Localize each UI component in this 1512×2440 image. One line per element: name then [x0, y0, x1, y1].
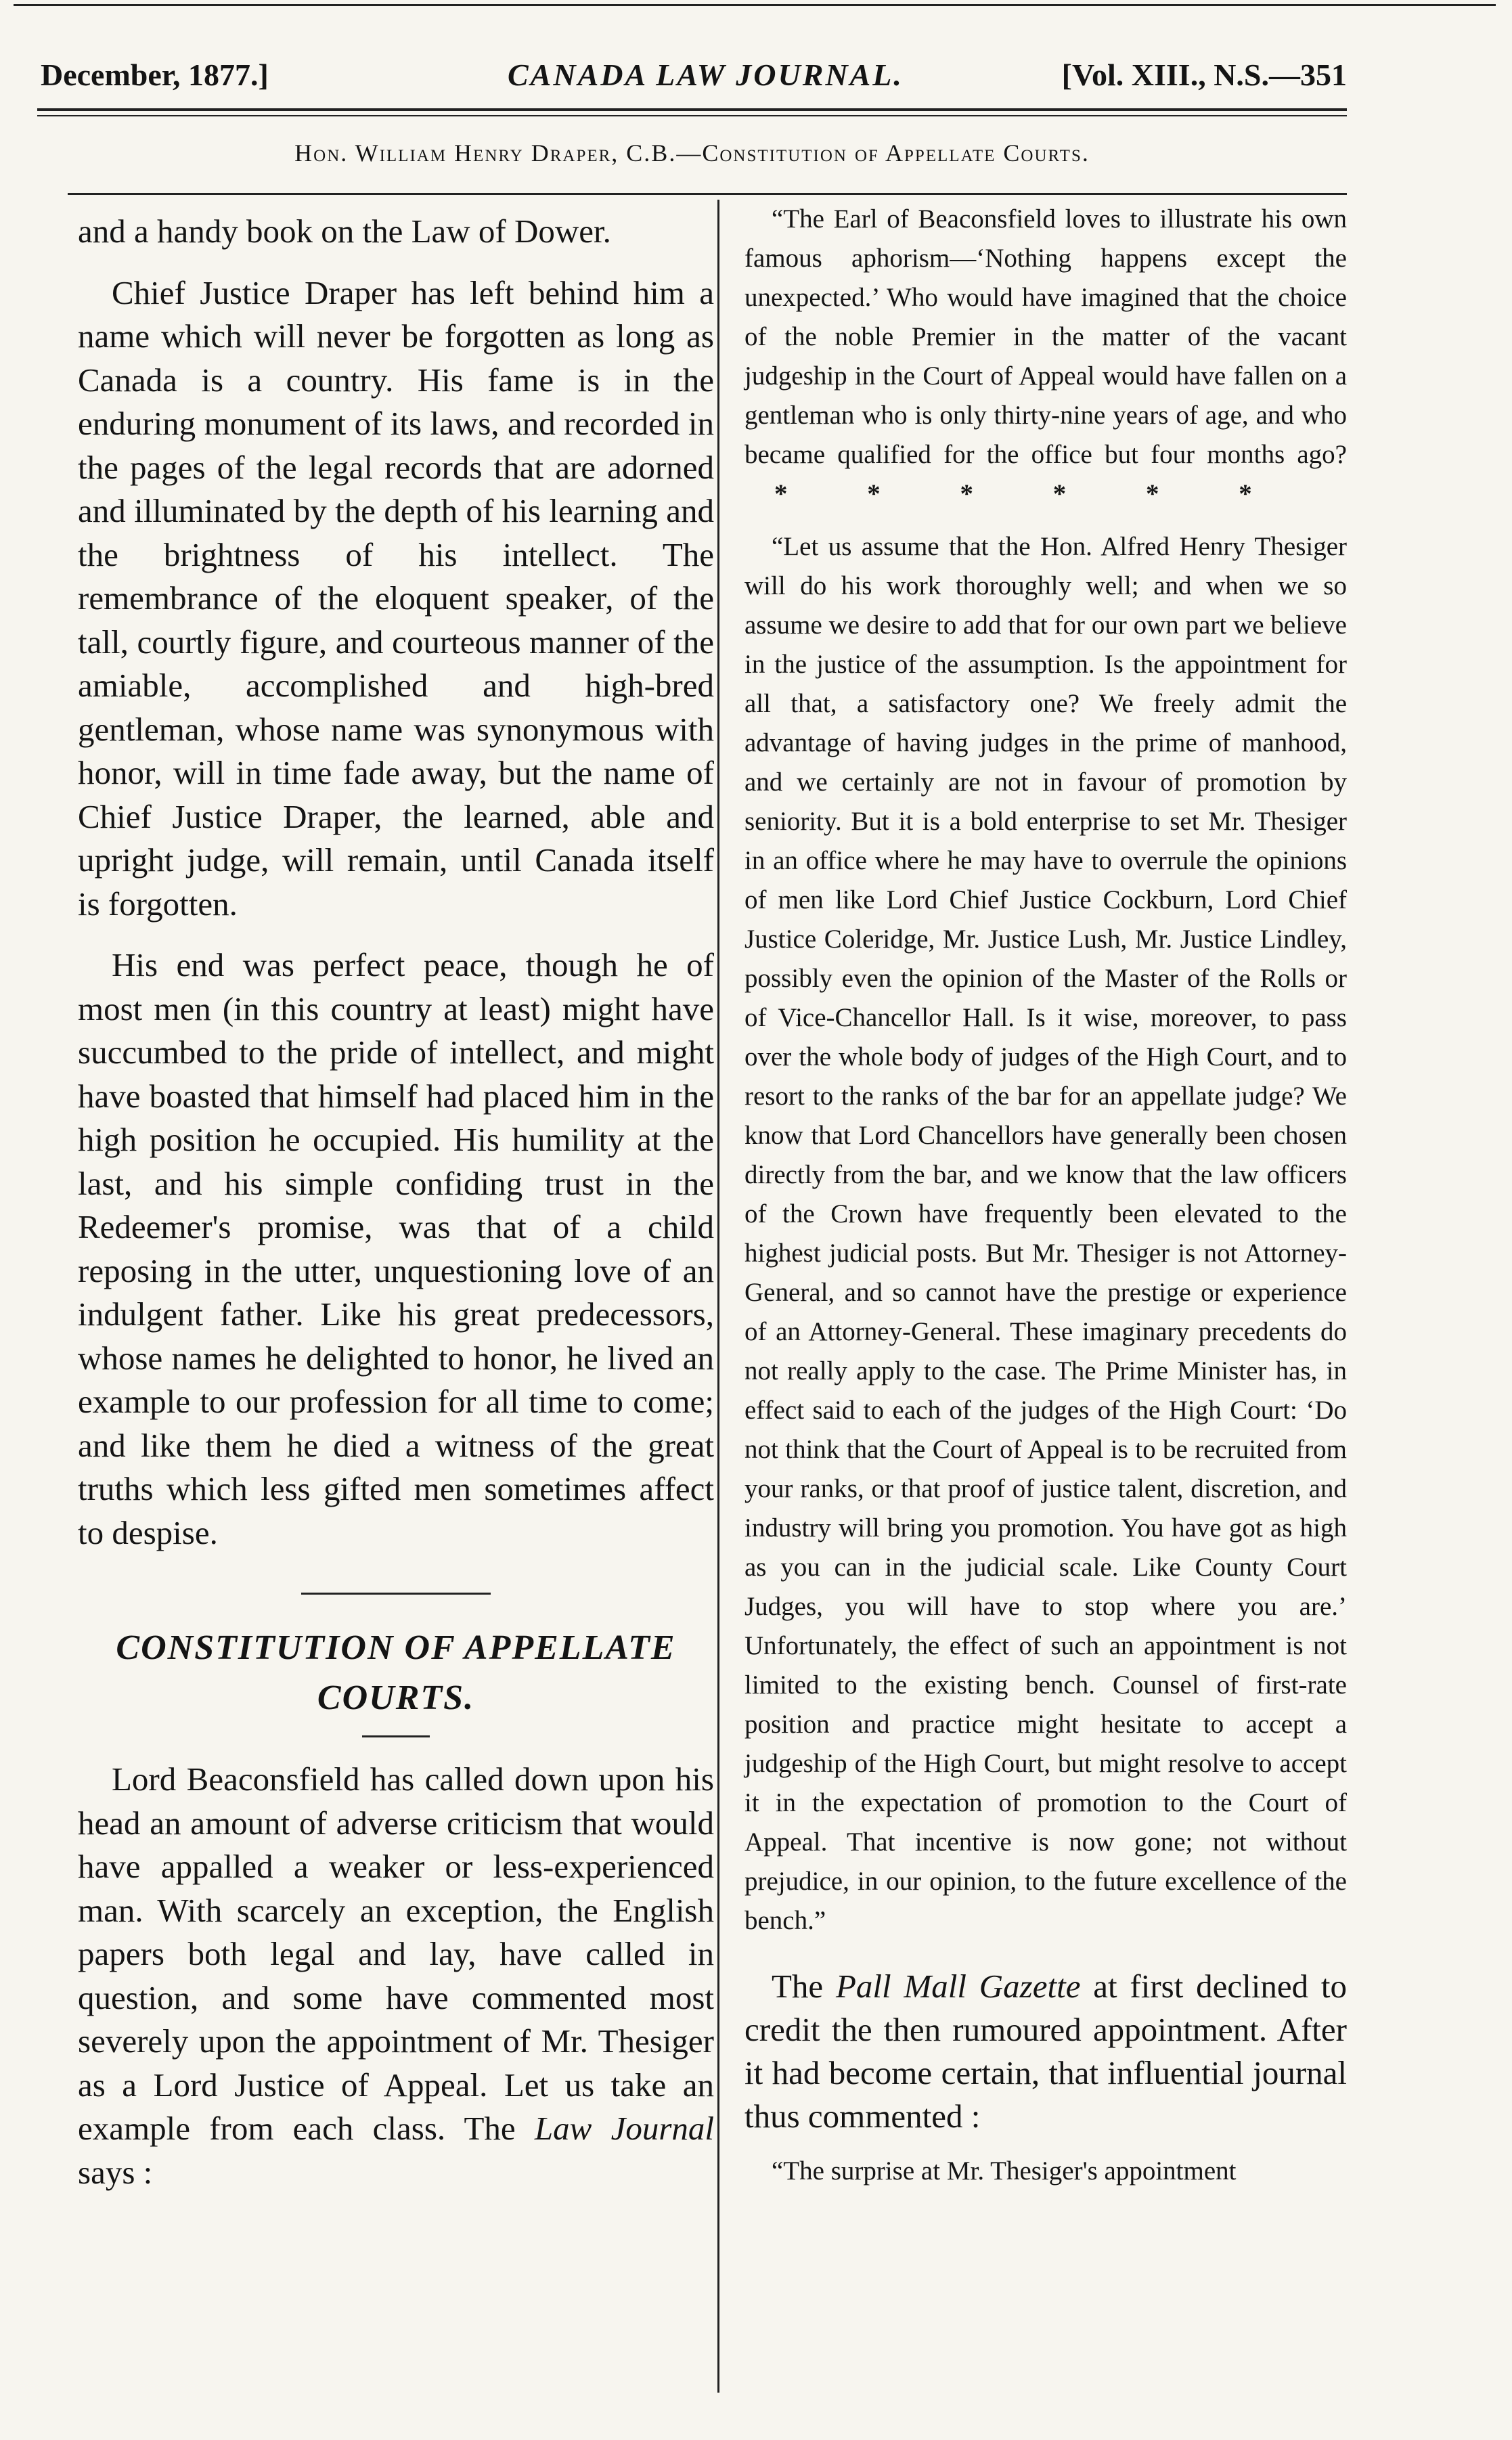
paragraph: His end was perfect peace, though he of most men (in this country at least) might have succumbed to the pride of intellect, and might have boasted that himself had placed him in the high position he occupied. His humility at the last, and his simple confiding trust in the Redeemer's promise, was that of a child reposing in the utter, unquestioning love of an indulgent father. Like his great predecessors, whose names he delighted to honor, he lived an example to our profession for all time to come; and like them he died a witness of the great truths which less gifted men sometimes affect to despise. [78, 946, 714, 1551]
ellipsis-stars: * * * * * * [774, 479, 1289, 508]
subheader-rule [68, 193, 1347, 195]
paragraph [78, 1758, 714, 2194]
header-volume: [Vol. XIII., N.S.—351 [1061, 58, 1347, 92]
paragraph-text: says : [78, 2153, 153, 2191]
quotation-paragraph [744, 200, 1347, 514]
paragraph-text: Lord Beaconsfield has called down upon his head an amount of adverse criticism that would have appalled a weaker or less-experienced man. With scarcely an exception, the English papers both legal and lay, have called in question, and some have commented most severely upon the appointment of Mr. Thesiger as a Lord Justice of Appeal. Let us take an example from each class. The [78, 1760, 714, 2147]
header-journal-title: CANADA LAW JOURNAL. [508, 58, 904, 92]
paragraph-text: at first declined to credit the then rumoured appointment. After it had become certain, that influential journal thus commented : [744, 1968, 1347, 2135]
paragraph: and a handy book on the Law of Dower. [78, 213, 611, 250]
running-title: Hon. William Henry Draper, C.B.—Constitution of Appellate Courts. [294, 139, 1090, 167]
section-separator [301, 1593, 491, 1595]
quotation-text: “The Earl of Beaconsfield loves to illustrate his own famous aphorism—‘Nothing happens except the unexpected.’ Who would have imagined that the choice of the noble Premier in the matter of the vacant judgeship in the Court of Appeal would have fallen on a gentleman who is only thirty-nine years of age, and who became qualified for the office but four months ago? [744, 204, 1347, 469]
header-rule-thick [37, 108, 1347, 111]
quotation-paragraph: “Let us assume that the Hon. Alfred Henry Thesiger will do his work thoroughly well; and when we so assume we desire to add that for our own part we believe in the justice of the assumption. Is the appointment for all that, a satisfactory one? We freely admit the advantage of having judges in the prime of manhood, and we certainly are not in favour of promotion by seniority. But it is a bold enterprise to set Mr. Thesiger in an office where he may have to overrule the opinions of men like Lord Chief Justice Cockburn, Lord Chief Justice Coleridge, Mr. Justice Lush, Mr. Justice Lindley, possibly even the opinion of the Master of the Rolls or of Vice-Chancellor Hall. Is it wise, moreover, to pass over the whole body of judges of the High Court, and to resort to the ranks of the bar for an appellate judge? We know that Lord Chancellors have generally been chosen directly from the bar, and we know that the law officers of the Crown have frequently been elevated to the highest judicial posts. But Mr. Thesiger is not Attorney-General, and so cannot have the prestige or experience of an Attorney-General. These imaginary precedents do not really apply to the case. The Prime Minister has, in effect said to each of the judges of the High Court: ‘Do not think that the Court of Appeal is to be recruited from your ranks, or that proof of justice talent, discretion, and industry will bring you promotion. You have got as high as you can in the judicial scale. Like County Court Judges, you will have to stop where you are.’ Unfortunately, the effect of such an appointment is not limited to the existing bench. Counsel of first-rate position and practice might hesitate to accept a judgeship of the High Court, but might resolve to accept it in the expectation of promotion to the Court of Appeal. That incentive is now gone; not without prejudice, in our opinion, to the future excellence of the bench.” [744, 532, 1347, 1935]
top-border-rule [14, 4, 1496, 6]
header-date: December, 1877.] [41, 58, 269, 92]
paragraph: Chief Justice Draper has left behind him a name which will never be forgotten as long as Canada is a country. His fame is in the enduring monument of its laws, and recorded in the pages of the legal records that are adorned and illuminated by the depth of his learning and the brightness of his intellect. The remembrance of the eloquent speaker, of the tall, courtly figure, and courteous manner of the amiable, accomplished and high-bred gentleman, whose name was synonymous with honor, will in time fade away, but the name of Chief Justice Draper, the learned, able and upright judge, will remain, until Canada itself is forgotten. [78, 273, 714, 923]
left-column [78, 210, 714, 2212]
title-separator [362, 1735, 430, 1737]
paragraph [744, 1965, 1347, 2138]
quotation-paragraph: “The surprise at Mr. Thesiger's appointment [772, 2156, 1237, 2186]
right-column [744, 200, 1347, 2204]
section-title: CONSTITUTION OF APPELLATE COURTS. [116, 1628, 676, 1717]
header-rule-thin [37, 115, 1347, 116]
column-divider [717, 200, 719, 2393]
publication-name: Law Journal [534, 2110, 714, 2147]
publication-name: Pall Mall Gazette [835, 1968, 1081, 2005]
page-header [41, 57, 1347, 97]
paragraph-text: The [772, 1968, 836, 2005]
